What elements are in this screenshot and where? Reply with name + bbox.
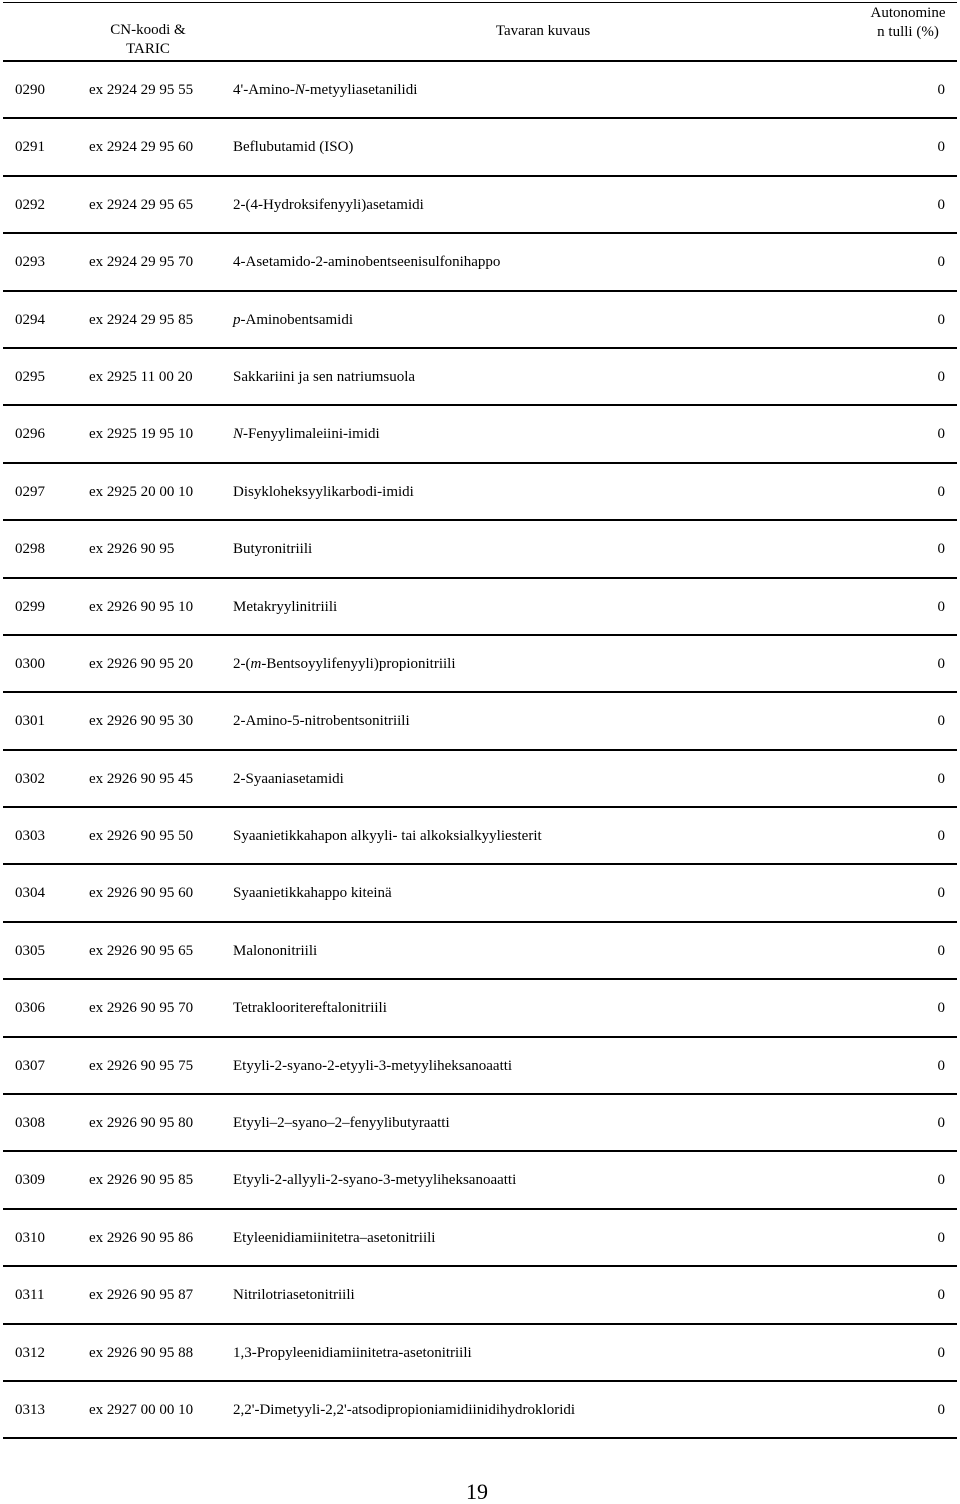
header-cn-code-line2: TARIC [126,41,170,57]
duty-rate: 0 [937,1229,945,1246]
duty-rate: 0 [937,483,945,500]
row-number: 0290 [15,82,45,98]
duty-rate: 0 [937,1000,945,1017]
row-number: 0300 [15,655,45,672]
row-number: 0302 [15,770,45,787]
description: 4-Asetamido-2-aminobentseenisulfonihappo [233,254,501,271]
duty-rate: 0 [937,1344,945,1361]
table-row [3,751,957,808]
duty-rate: 0 [937,942,945,959]
cn-code: ex 2925 19 95 10 [89,426,194,443]
cn-code: ex 2924 29 95 55 [89,82,194,98]
row-number: 0296 [15,426,45,443]
row-number: 0308 [15,1115,45,1132]
description: p-Aminobentsamidi [233,311,353,328]
row-number: 0297 [15,483,45,500]
duty-rate: 0 [937,655,945,672]
table-row [3,865,957,922]
table-row [3,292,957,349]
table-row [3,1095,957,1152]
duty-rate: 0 [937,254,945,271]
cn-code: ex 2924 29 95 60 [89,139,194,156]
row-number: 0309 [15,1172,45,1189]
table-row [3,406,957,463]
description: Metakryylinitriili [233,598,338,615]
row-number: 0307 [15,1057,45,1074]
description: 4'-Amino-N-metyyliasetanilidi [233,82,418,98]
row-number: 0298 [15,541,45,558]
duty-rate: 0 [937,311,945,328]
description: Sakkariini ja sen natriumsuola [233,368,416,385]
duty-rate: 0 [937,196,945,213]
description: 2-(m-Bentsoyylifenyyli)propionitriili [233,655,456,672]
row-number: 0293 [15,254,45,271]
description: Syaanietikkahappo kiteinä [233,885,392,902]
header-duty-rate-line2: n tulli (%) [877,24,939,40]
cn-code: ex 2926 90 95 30 [89,713,194,730]
description: Etyyli-2-syano-2-etyyli-3-metyyliheksanoaatti [233,1057,513,1074]
duty-rate: 0 [937,1172,945,1189]
duty-rate: 0 [937,598,945,615]
row-number: 0310 [15,1229,45,1246]
duty-rate: 0 [937,426,945,443]
cn-code: ex 2925 11 00 20 [89,368,193,385]
cn-code: ex 2926 90 95 45 [89,770,194,787]
description: 2,2'-Dimetyyli-2,2'-atsodipropioniamidiinidihydrokloridi [233,1401,576,1418]
table-row [3,1152,957,1209]
table-row [3,1325,957,1382]
header-duty-rate-line1: Autonomine [870,5,946,21]
cn-code: ex 2925 20 00 10 [89,483,194,500]
duty-rate: 0 [937,1115,945,1132]
cn-code: ex 2926 90 95 65 [89,942,194,959]
table-row [3,980,957,1037]
table-row [3,521,957,578]
description: Tetraklooritereftalonitriili [233,1000,387,1017]
row-number: 0295 [15,368,45,385]
cn-code: ex 2924 29 95 65 [89,196,194,213]
row-number: 0313 [15,1401,45,1418]
header-duty-rate [858,4,958,42]
description: Etyleenidiamiinitetra–asetonitriili [233,1229,436,1246]
description: 2-Syaaniasetamidi [233,770,344,787]
table-header [3,2,957,62]
row-number: 0301 [15,713,45,730]
table-row [3,1267,957,1324]
table-row [3,464,957,521]
description: Nitrilotriasetonitriili [233,1287,355,1304]
table-body [3,62,957,1439]
cn-code: ex 2926 90 95 87 [89,1287,194,1304]
cn-code: ex 2926 90 95 60 [89,885,194,902]
table-row [3,62,957,119]
table-row [3,923,957,980]
row-number: 0303 [15,828,45,845]
header-cn-code [93,21,203,59]
description: Disykloheksyylikarbodi-imidi [233,483,414,500]
row-number: 0311 [15,1287,45,1304]
header-cn-code-line1: CN-koodi & [110,22,186,38]
cn-code: ex 2926 90 95 88 [89,1344,194,1361]
row-number: 0312 [15,1344,45,1361]
table-row [3,579,957,636]
page-number: 19 [466,1479,488,1504]
cn-code: ex 2926 90 95 70 [89,1000,194,1017]
cn-code: ex 2924 29 95 85 [89,311,194,328]
description: Beflubutamid (ISO) [233,139,354,156]
description: Etyyli–2–syano–2–fenyylibutyraatti [233,1115,450,1132]
cn-code: ex 2927 00 00 10 [89,1401,194,1418]
table-row [3,234,957,291]
description: Malononitriili [233,942,318,959]
duty-rate: 0 [937,885,945,902]
duty-rate: 0 [937,1057,945,1074]
table-row [3,1382,957,1439]
description: N-Fenyylimaleiini-imidi [233,426,380,443]
duty-rate: 0 [937,1401,945,1418]
row-number: 0306 [15,1000,45,1017]
cn-code: ex 2926 90 95 85 [89,1172,194,1189]
description: Butyronitriili [233,541,313,558]
table-row [3,693,957,750]
table-row [3,1210,957,1267]
row-number: 0304 [15,885,45,902]
duty-rate: 0 [937,770,945,787]
description: Syaanietikkahapon alkyyli- tai alkoksialkyyliesterit [233,828,542,845]
duty-rate: 0 [937,139,945,156]
row-number: 0292 [15,196,45,213]
duty-rate: 0 [937,1287,945,1304]
cn-code: ex 2926 90 95 86 [89,1229,194,1246]
cn-code: ex 2926 90 95 10 [89,598,194,615]
row-number: 0299 [15,598,45,615]
cn-code: ex 2926 90 95 80 [89,1115,194,1132]
description: 2-(4-Hydroksifenyyli)asetamidi [233,196,424,213]
row-number: 0291 [15,139,45,156]
table-row [3,1038,957,1095]
description: 2-Amino-5-nitrobentsonitriili [233,713,410,730]
duty-rate: 0 [937,828,945,845]
cn-code: ex 2926 90 95 [89,541,175,558]
description: Etyyli-2-allyyli-2-syano-3-metyyliheksanoaatti [233,1172,517,1189]
tariff-table [3,2,957,1439]
duty-rate: 0 [937,713,945,730]
cn-code: ex 2926 90 95 50 [89,828,194,845]
table-row [3,177,957,234]
header-description: Tavaran kuvaus [495,23,591,39]
duty-rate: 0 [937,541,945,558]
table-row [3,349,957,406]
duty-rate: 0 [937,82,945,98]
cn-code: ex 2926 90 95 20 [89,655,194,672]
row-number: 0305 [15,942,45,959]
cn-code: ex 2924 29 95 70 [89,254,194,271]
duty-rate: 0 [937,368,945,385]
cn-code: ex 2926 90 95 75 [89,1057,194,1074]
table-row [3,808,957,865]
description: 1,3-Propyleenidiamiinitetra-asetonitriili [233,1344,472,1361]
table-row [3,119,957,176]
table-row [3,636,957,693]
row-number: 0294 [15,311,45,328]
